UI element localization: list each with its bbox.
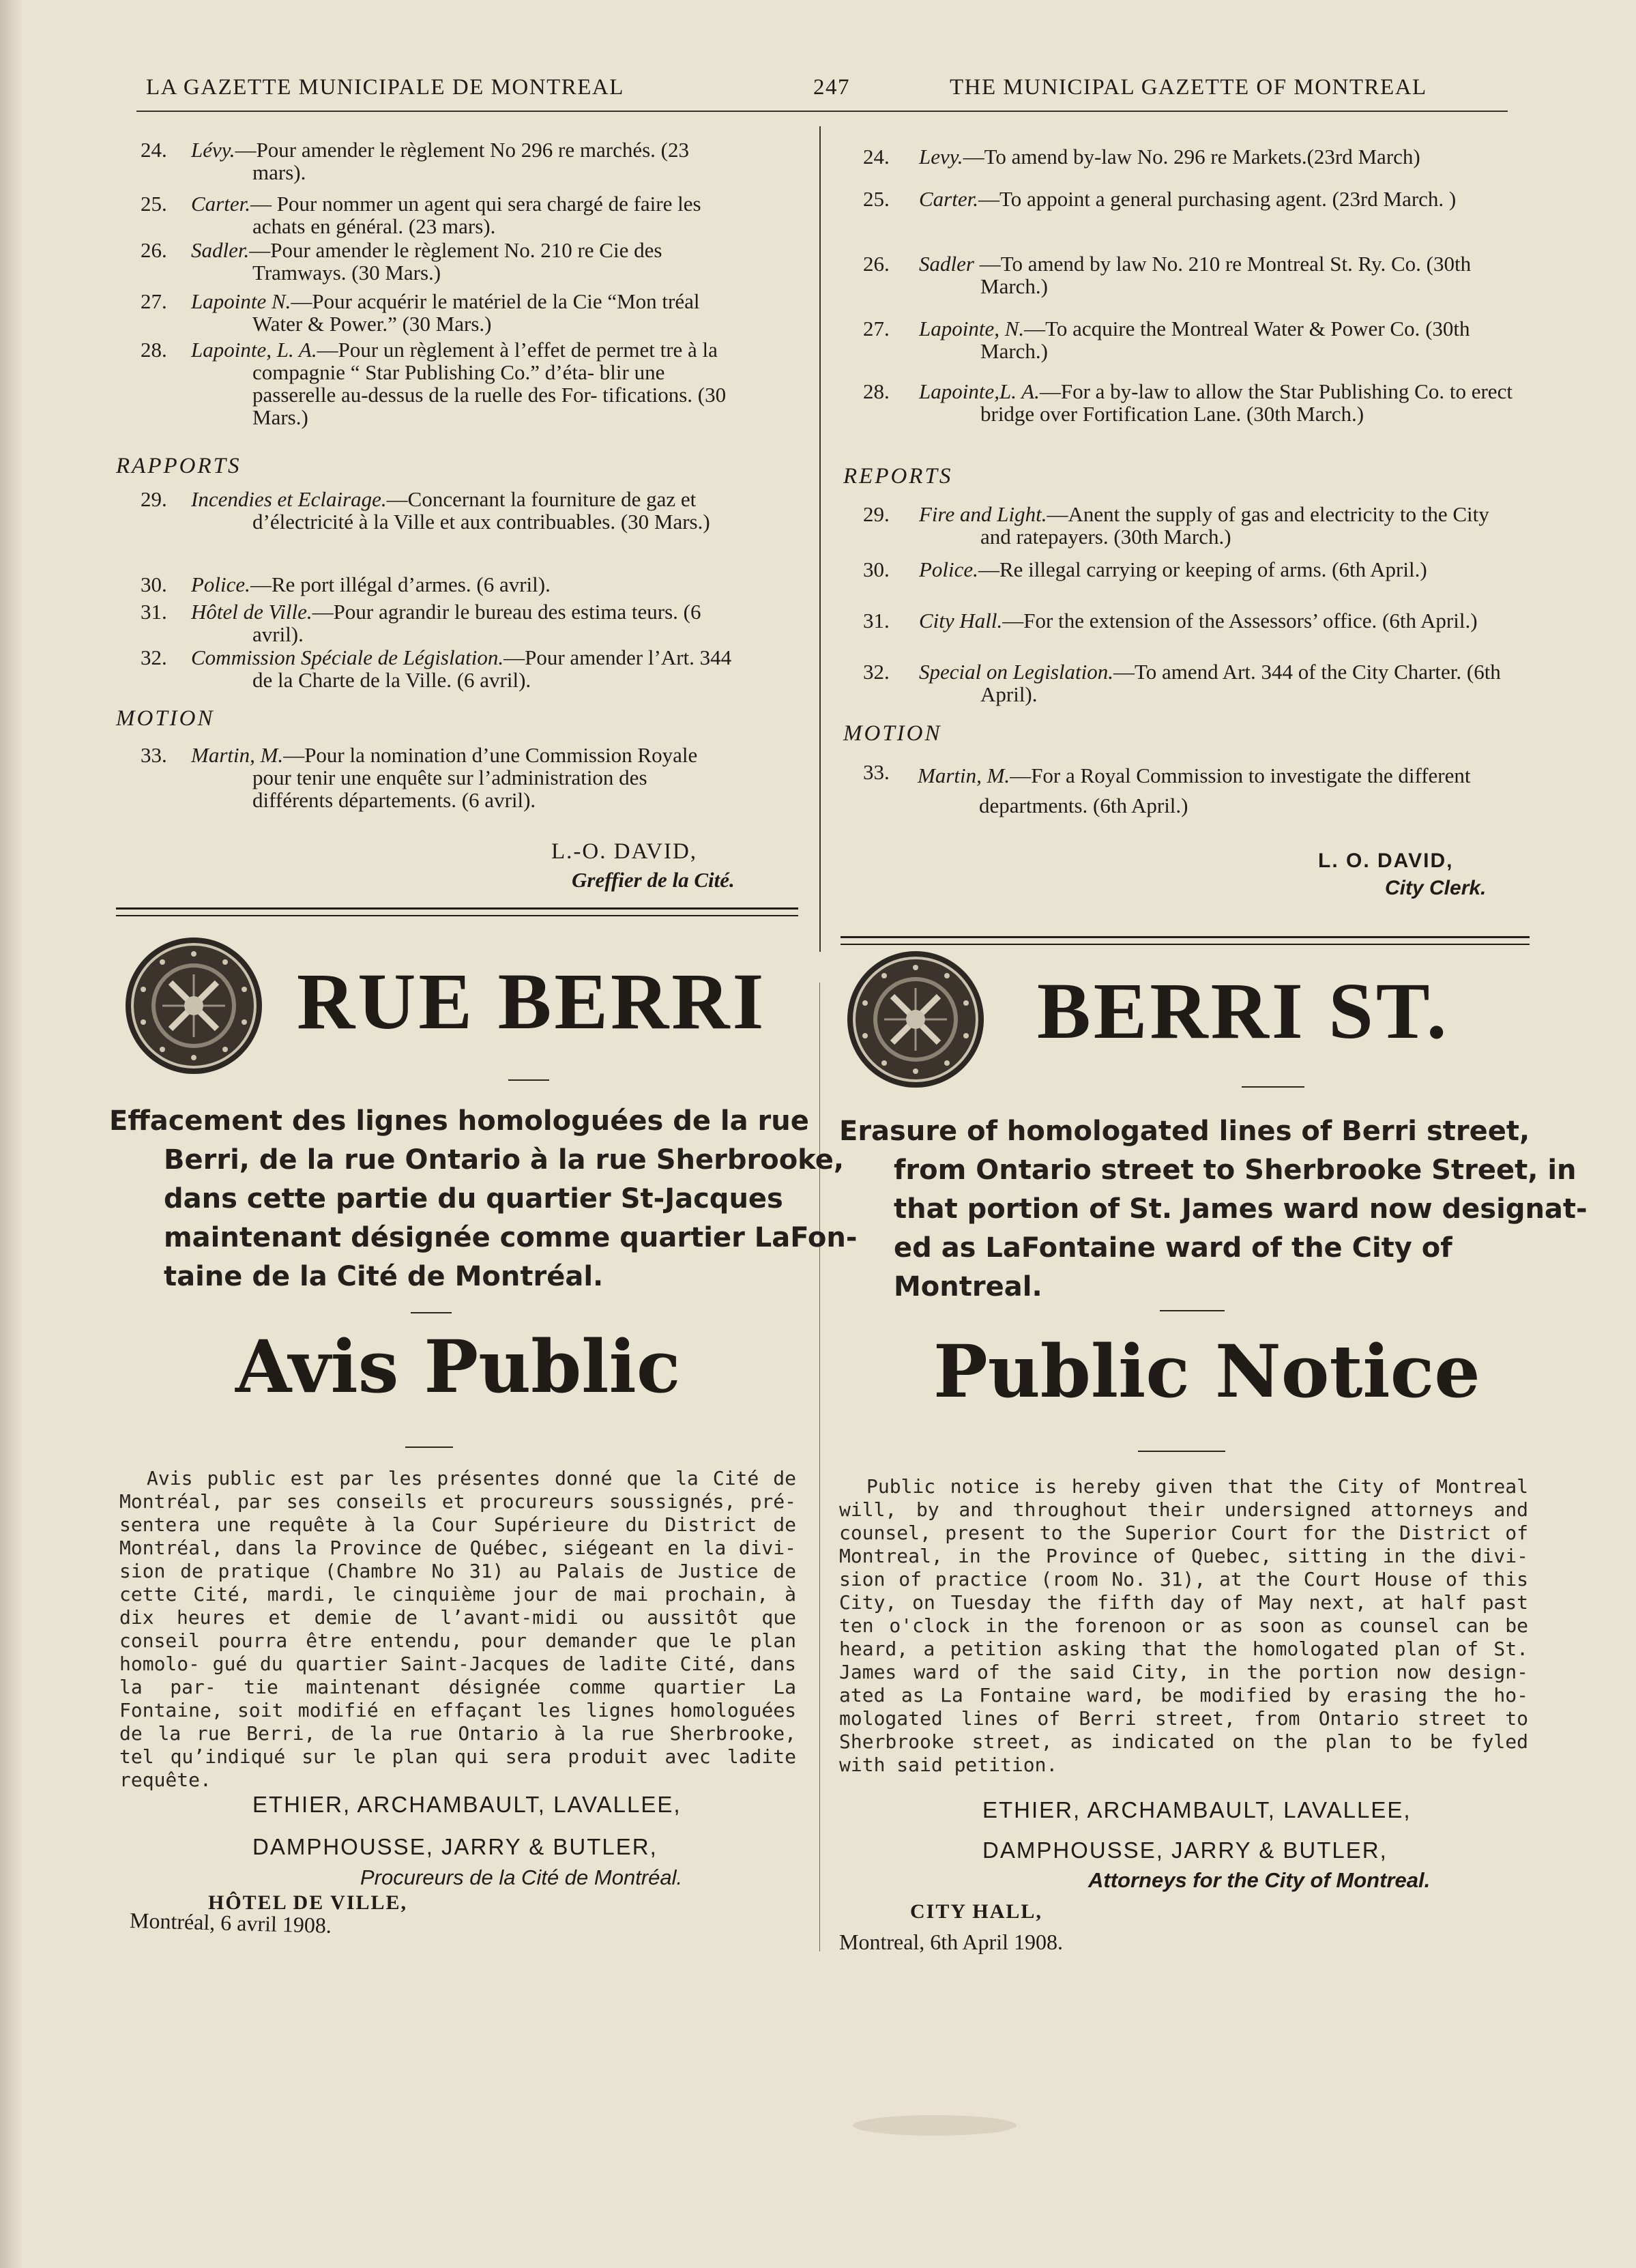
item-name: Martin, M. xyxy=(918,764,1010,787)
item-number: 29. xyxy=(141,487,167,511)
item-text: —To acquire the Montreal Water & Power Co. (30th March.) xyxy=(980,317,1470,363)
page-number: 247 xyxy=(813,75,850,100)
section-double-rule xyxy=(116,907,798,916)
clerk-signature-name: L.-O. DAVID, xyxy=(551,839,698,864)
item-number: 32. xyxy=(863,660,890,684)
attorneys-title: Attorneys for the City of Montreal. xyxy=(1088,1868,1431,1892)
attorneys-line-1: ETHIER, ARCHAMBAULT, LAVALLEE, xyxy=(982,1797,1412,1822)
item-number: 26. xyxy=(863,252,890,276)
paper-stain xyxy=(853,2115,1017,2136)
item-number: 33. xyxy=(863,760,890,784)
item-text: —Anent the supply of gas and electricity to the City and ratepayers. (30th March.) xyxy=(980,502,1489,549)
item-name: Lapointe, N. xyxy=(919,317,1025,340)
item-name: Lapointe,L. A. xyxy=(919,379,1040,403)
item-number: 26. xyxy=(141,238,167,262)
item-text: —Re port illégal d’armes. (6 avril). xyxy=(250,572,551,596)
attorneys-line-2: DAMPHOUSSE, JARRY & BUTLER, xyxy=(252,1834,658,1859)
item-number: 28. xyxy=(141,338,167,362)
notice-subtitle: Erasure of homologated lines of Berri street, from Ontario street to Sherbrooke Street, in that portion of St. James ward now designat- ed as LaFontaine ward of the City of Montreal. xyxy=(839,1116,1588,1303)
notice-date: Montréal, 6 avril 1908. xyxy=(129,1908,332,1938)
body-rule xyxy=(1138,1451,1225,1452)
item-number: 29. xyxy=(863,502,890,526)
item-text: —Re illegal carrying or keeping of arms. (6th April.) xyxy=(978,557,1427,581)
reports-heading: REPORTS xyxy=(843,464,953,489)
item-text: —To amend by law No. 210 re Montreal St. Ry. Co. (30th March.) xyxy=(974,252,1472,298)
item-number: 25. xyxy=(141,192,167,216)
item-name: Sadler xyxy=(919,252,974,276)
section-double-rule xyxy=(841,936,1530,945)
item-number: 27. xyxy=(141,289,167,313)
item-text: —Pour amender le règlement No 296 re marchés. (23 mars). xyxy=(235,138,689,184)
title-rule xyxy=(1242,1086,1304,1088)
notice-body-text: Avis public est par les présentes donné que la Cité de Montréal, par ses conseils et procureurs soussignés, pré- sentera une requête à la Cour Supérieure du District de Montréal, dans la Province de Québec, siégeant en la divi- sion de pratique (Chambre No 31) au Palais de Justice de cette Cité, mardi, le cinquième jour de mai prochain, à dix heures et demie de l’avant-midi ou aussitôt que conseil pourra être entendu, pour demander que le plan homolo- gué du quartier Saint-Jacques de ladite Cité, dans la par- tie maintenant désignée comme quartier La Fontaine, soit modifié en effaçant les lignes homologuées de la rue Berri, de la rue Ontario à la rue Sherbrooke, tel qu’indiqué sur le plan qui sera produit avec ladite requête. xyxy=(119,1467,796,1791)
item-name: Martin, M. xyxy=(191,743,284,767)
attorneys-line-2: DAMPHOUSSE, JARRY & BUTLER, xyxy=(982,1837,1388,1863)
notice-body xyxy=(119,1467,796,1792)
item-text: — Pour nommer un agent qui sera chargé de faire les achats en général. (23 mars). xyxy=(250,192,701,238)
item-text: —Pour agrandir le bureau des estima teurs. (6 avril). xyxy=(252,600,701,646)
item-name: Commission Spéciale de Législation. xyxy=(191,645,504,669)
item-text: —Pour un règlement à l’effet de permet tre à la compagnie “ Star Publishing Co.” d’éta- blir une passerelle au-dessus de la ruelle des For- tifications. (30 Mars.) xyxy=(252,338,727,429)
notice-body-text: Public notice is hereby given that the City of Montreal will, by and throughout their undersigned attorneys and counsel, present to the Superior Court for the District of Montreal, in the Province of Quebec, sitting in the divi- sion of practice (room No. 31), at the Court House of this City, on Tuesday the fifth day of May next, at half past ten o'clock in the forenoon or as soon as counsel can be heard, a petition asking that the homologated plan of St. James ward of the said City, in the portion now design- ated as La Fontaine ward, be modified by erasing the ho- mologated lines of Berri street, from Ontario street to Sherbrooke street, as indicated on the plan to be fyled with said petition. xyxy=(839,1475,1528,1776)
item-text: —Pour amender le règlement No. 210 re Cie des Tramways. (30 Mars.) xyxy=(249,238,662,285)
item-name: Incendies et Eclairage. xyxy=(191,487,387,511)
heading-rule xyxy=(1160,1310,1225,1311)
attorneys-title: Procureurs de la Cité de Montréal. xyxy=(360,1865,683,1889)
notice-date: Montreal, 6th April 1908. xyxy=(839,1930,1063,1954)
item-text: —For the extension of the Assessors’ office. (6th April.) xyxy=(1002,609,1478,633)
item-number: 31. xyxy=(141,600,167,624)
body-rule xyxy=(405,1446,453,1448)
item-number: 32. xyxy=(141,645,167,669)
notice-place: CITY HALL, xyxy=(910,1900,1042,1923)
motion-heading: MOTION xyxy=(843,721,942,746)
item-number: 28. xyxy=(863,379,890,403)
item-number: 33. xyxy=(141,743,167,767)
item-name: Lapointe N. xyxy=(191,289,291,313)
clerk-signature-title: Greffier de la Cité. xyxy=(572,868,735,892)
title-rule xyxy=(508,1079,549,1081)
item-number: 30. xyxy=(141,572,167,596)
city-seal-icon xyxy=(845,948,987,1090)
notice-heading: Avis Public xyxy=(235,1324,681,1409)
column-divider-top xyxy=(819,126,821,952)
notice-body xyxy=(839,1475,1528,1777)
notice-heading: Public Notice xyxy=(933,1328,1480,1414)
item-number: 30. xyxy=(863,557,890,581)
notice-place: HÔTEL DE VILLE, xyxy=(208,1891,408,1914)
item-name: Police. xyxy=(191,572,250,596)
item-text: —Pour acquérir le matériel de la Cie “Mon tréal Water & Power.” (30 Mars.) xyxy=(252,289,700,336)
item-number: 24. xyxy=(863,145,890,169)
motion-heading: MOTION xyxy=(116,706,215,731)
header-right-title: THE MUNICIPAL GAZETTE OF MONTREAL xyxy=(950,75,1427,100)
page-gutter-shadow xyxy=(0,0,23,2268)
item-number: 27. xyxy=(863,317,890,340)
rapports-heading: RAPPORTS xyxy=(116,454,242,478)
item-text: —For a by-law to allow the Star Publishing Co. to erect bridge over Fortification Lane. (30th March.) xyxy=(980,379,1513,426)
header-rule xyxy=(136,111,1508,112)
item-name: Lévy. xyxy=(191,138,235,162)
item-text: —Pour amender l’Art. 344 de la Charte de la Ville. (6 avril). xyxy=(252,645,732,692)
notice-title: RUE BERRI xyxy=(297,957,767,1046)
item-name: Sadler. xyxy=(191,238,250,262)
item-name: Police. xyxy=(919,557,978,581)
item-text: —Pour la nomination d’une Commission Royale pour tenir une enquête sur l’administration des différents départements. (6 avril). xyxy=(252,743,698,812)
item-text: —Concernant la fourniture de gaz et d’électricité à la Ville et aux contribuables. (30 Mars.) xyxy=(252,487,710,534)
item-name: Lapointe, L. A. xyxy=(191,338,317,362)
item-number: 24. xyxy=(141,138,167,162)
clerk-signature-name: L. O. DAVID, xyxy=(1318,849,1454,872)
heading-rule xyxy=(411,1312,452,1313)
clerk-signature-title: City Clerk. xyxy=(1385,877,1487,899)
item-number: 31. xyxy=(863,609,890,633)
item-name: Fire and Light. xyxy=(919,502,1047,526)
item-name: Carter. xyxy=(919,187,978,211)
item-text: —To amend Art. 344 of the City Charter. (6th April). xyxy=(980,660,1501,706)
item-name: City Hall. xyxy=(919,609,1003,633)
item-text: —To amend by-law No. 296 re Markets.(23rd March) xyxy=(963,145,1420,169)
notice-subtitle: Effacement des lignes homologuées de la rue Berri, de la rue Ontario à la rue Sherbrooke, dans cette partie du quartier St-Jacques maintenant désignée comme quartier LaFon- taine de la Cité de Montréal. xyxy=(109,1105,858,1292)
city-seal-icon xyxy=(123,935,265,1077)
item-name: Special on Legislation. xyxy=(919,660,1114,684)
item-name: Levy. xyxy=(919,145,963,169)
item-number: 25. xyxy=(863,187,890,211)
header-left-title: LA GAZETTE MUNICIPALE DE MONTREAL xyxy=(146,75,624,100)
item-text: —To appoint a general purchasing agent. (23rd March. ) xyxy=(978,187,1457,211)
notice-title: BERRI ST. xyxy=(1037,966,1450,1056)
attorneys-line-1: ETHIER, ARCHAMBAULT, LAVALLEE, xyxy=(252,1792,682,1817)
item-name: Carter. xyxy=(191,192,250,216)
item-name: Hôtel de Ville. xyxy=(191,600,312,624)
item-text: —For a Royal Commission to investigate the different departments. (6th April.) xyxy=(979,764,1471,817)
